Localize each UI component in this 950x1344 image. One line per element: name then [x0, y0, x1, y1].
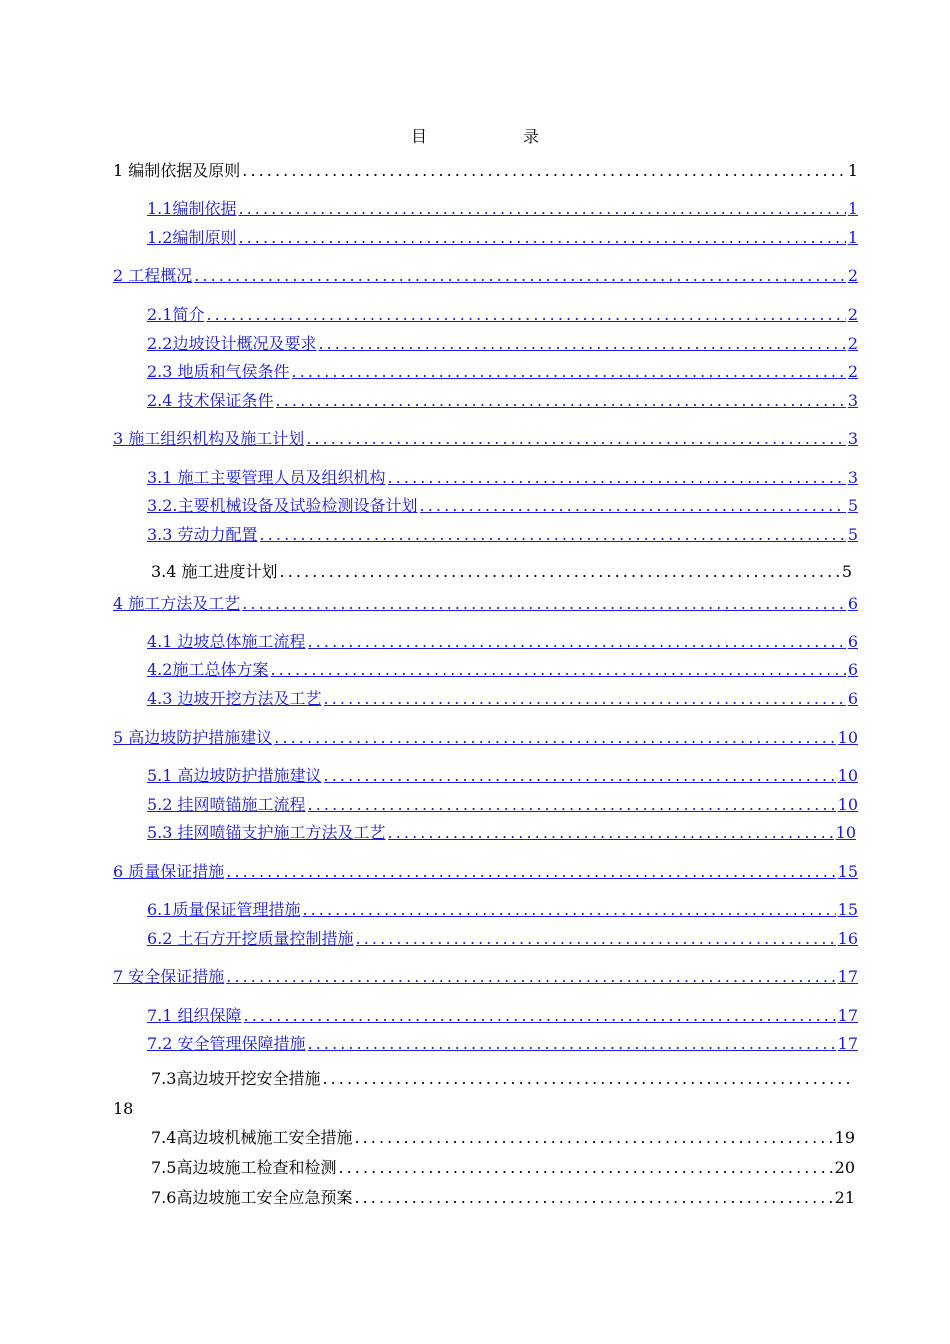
toc-entry[interactable] [147, 660, 858, 682]
toc-entry[interactable] [147, 391, 858, 413]
toc-leader-dots [338, 1158, 832, 1178]
toc-entry-label: 1.1编制依据 [147, 199, 237, 218]
toc-leader-dots [356, 929, 836, 949]
toc-entry-label: 7.3高边坡开挖安全措施 [151, 1069, 321, 1088]
toc-leader-dots [260, 525, 846, 545]
toc-entry-page: 10 [837, 728, 858, 747]
toc-entry-page: 5 [847, 525, 858, 544]
toc-leader-dots [306, 429, 846, 449]
toc-leader-dots [270, 660, 845, 680]
toc-entry-label: 2.1简介 [147, 305, 205, 324]
toc-entry-page: 5 [841, 562, 852, 581]
toc-entry[interactable] [113, 266, 858, 288]
toc-entry-page: 6 [847, 594, 858, 613]
toc-entry[interactable] [113, 862, 858, 884]
toc-entry-label: 2.3 地质和气侯条件 [147, 362, 290, 381]
toc-entry[interactable] [147, 468, 858, 490]
toc-leader-dots [302, 900, 835, 920]
toc-entry [113, 161, 858, 183]
toc-entry-label: 1.2编制原则 [147, 228, 237, 247]
toc-entry-label: 7.4高边坡机械施工安全措施 [151, 1128, 353, 1147]
toc-entry-page: 3 [847, 468, 858, 487]
toc-entry-label: 7.5高边坡施工检查和检测 [151, 1158, 337, 1177]
toc-entry-label: 4.1 边坡总体施工流程 [147, 632, 306, 651]
toc-leader-dots [420, 496, 846, 516]
toc-leader-dots [280, 562, 840, 582]
toc-entry-page: 5 [847, 496, 858, 515]
toc-entry-page: 15 [837, 900, 858, 919]
toc-entry[interactable] [147, 362, 858, 384]
toc-entry-label: 4.3 边坡开挖方法及工艺 [147, 689, 322, 708]
toc-leader-dots [194, 266, 846, 286]
toc-entry-label: 3.2.主要机械设备及试验检测设备计划 [147, 496, 418, 515]
toc-leader-dots [242, 161, 846, 181]
toc-entry[interactable] [113, 594, 858, 616]
toc-entry-label: 2.2边坡设计概况及要求 [147, 334, 317, 353]
toc-leader-dots [354, 1128, 832, 1148]
toc-entry[interactable] [147, 1034, 858, 1056]
toc-entry-label: 7.1 组织保障 [147, 1006, 242, 1025]
toc-title: 目 录 [410, 127, 579, 146]
toc-entry-page: 19 [834, 1128, 855, 1147]
toc-entry[interactable] [147, 900, 858, 922]
toc-entry-label: 3 施工组织机构及施工计划 [113, 429, 305, 448]
toc-leader-dots [242, 594, 846, 614]
toc-entry-page: 10 [837, 795, 858, 814]
toc-entry-page: 6 [847, 632, 858, 651]
toc-leader-dots [206, 305, 845, 325]
toc-entry [151, 1158, 855, 1180]
toc-entry[interactable] [147, 766, 858, 788]
toc-leader-dots [308, 632, 846, 652]
toc-entry[interactable] [113, 967, 858, 989]
toc-entry-page: 20 [834, 1158, 855, 1177]
toc-entry-label: 3.4 施工进度计划 [151, 562, 278, 581]
toc-entry-label: 7.2 安全管理保障措施 [147, 1034, 306, 1053]
toc-entry[interactable] [147, 199, 858, 221]
toc-entry-page: 16 [837, 929, 858, 948]
toc-entry-page: 3 [847, 429, 858, 448]
toc-entry [151, 562, 852, 584]
toc-entry-page: 2 [847, 334, 858, 353]
toc-leader-dots [238, 199, 845, 219]
toc-entry-page: 15 [837, 862, 858, 881]
toc-leader-dots [226, 862, 835, 882]
toc-entry[interactable] [147, 334, 858, 356]
toc-entry-label: 5.3 挂网喷锚支护施工方法及工艺 [147, 823, 386, 842]
toc-entry [151, 1188, 855, 1210]
toc-leader-dots [308, 1034, 836, 1054]
toc-entry[interactable] [147, 496, 858, 518]
toc-entry[interactable] [147, 632, 858, 654]
toc-leader-dots [226, 967, 835, 987]
toc-entry[interactable] [147, 1006, 858, 1028]
toc-entry-label: 6.2 土石方开挖质量控制措施 [147, 929, 354, 948]
toc-entry-page: 10 [837, 766, 858, 785]
toc-leader-dots [388, 468, 846, 488]
toc-entry-page: 17 [837, 967, 858, 986]
toc-entry-label: 5.2 挂网喷锚施工流程 [147, 795, 306, 814]
toc-entry-page: 2 [847, 305, 858, 324]
toc-entry-label: 2 工程概况 [113, 266, 193, 285]
toc-entry-page: 18 [113, 1099, 134, 1118]
toc-entry[interactable] [147, 795, 858, 817]
toc-leader-dots [324, 766, 836, 786]
toc-leader-dots [388, 823, 834, 843]
toc-entry [151, 1069, 856, 1091]
toc-entry-page: 2 [847, 362, 858, 381]
toc-entry-page: 6 [847, 660, 858, 679]
toc-entry-page: 17 [837, 1034, 858, 1053]
toc-entry[interactable] [147, 689, 858, 711]
toc-leader-dots [308, 795, 836, 815]
toc-entry-label: 2.4 技术保证条件 [147, 391, 274, 410]
toc-entry-page: 1 [847, 161, 858, 180]
toc-entry-label: 6.1质量保证管理措施 [147, 900, 301, 919]
toc-entry-label: 4.2施工总体方案 [147, 660, 269, 679]
toc-leader-dots [274, 728, 835, 748]
toc-leader-dots [354, 1188, 832, 1208]
toc-entry[interactable] [147, 305, 858, 327]
toc-entry[interactable] [147, 228, 858, 250]
toc-entry-label: 7 安全保证措施 [113, 967, 225, 986]
toc-entry-page: 6 [847, 689, 858, 708]
toc-leader-dots [244, 1006, 836, 1026]
toc-entry-label: 3.1 施工主要管理人员及组织机构 [147, 468, 386, 487]
toc-entry-label: 6 质量保证措施 [113, 862, 225, 881]
toc-leader-dots [238, 228, 845, 248]
toc-entry[interactable] [147, 929, 858, 951]
toc-entry-label: 1 编制依据及原则 [113, 161, 241, 180]
toc-entry-page: 10 [835, 823, 856, 842]
toc-leader-dots [318, 334, 845, 354]
toc-entry-page: 21 [834, 1188, 855, 1207]
toc-leader-dots [276, 391, 846, 411]
toc-leader-dots [324, 689, 846, 709]
toc-entry-label: 4 施工方法及工艺 [113, 594, 241, 613]
toc-entry[interactable] [147, 823, 856, 845]
toc-entry[interactable] [113, 429, 858, 451]
toc-entry-page: 1 [847, 199, 858, 218]
toc-entry-label: 5 高边坡防护措施建议 [113, 728, 273, 747]
toc-entry-page: 3 [847, 391, 858, 410]
toc-entry-page: 17 [837, 1006, 858, 1025]
toc-entry[interactable] [147, 525, 858, 547]
toc-leader-dots [322, 1069, 854, 1089]
toc-entry[interactable] [113, 728, 858, 750]
toc-entry-label: 5.1 高边坡防护措施建议 [147, 766, 322, 785]
toc-entry-label: 3.3 劳动力配置 [147, 525, 258, 544]
toc-entry-page: 2 [847, 266, 858, 285]
toc-entry-page: 1 [847, 228, 858, 247]
toc-entry-label: 7.6高边坡施工安全应急预案 [151, 1188, 353, 1207]
toc-entry [151, 1128, 855, 1150]
toc-leader-dots [292, 362, 846, 382]
